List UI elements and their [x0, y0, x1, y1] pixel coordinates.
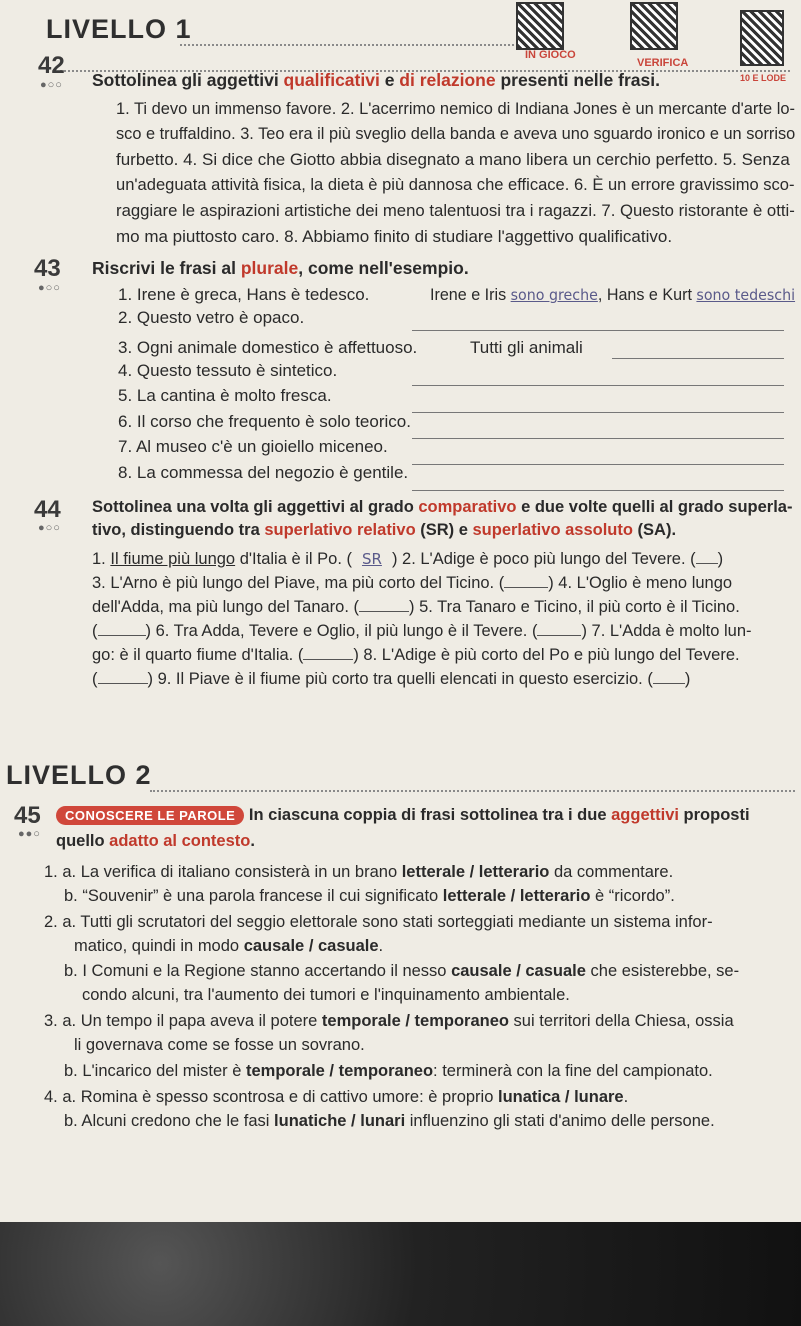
exercise-44-title-line2: tivo, distinguendo tra superlativo relativo (SR) e superlativo assoluto (SA). — [92, 521, 677, 539]
ex45-line: 1. a. La verifica di italiano consisterà in un brano letterale / letterario da commentare. — [44, 863, 674, 881]
ex45-line: b. I Comuni e la Regione stanno accertando il nesso causale / casuale che esisterebbe, se- — [64, 962, 740, 980]
level-2-heading: LIVELLO 2 — [6, 760, 152, 790]
qr-code-in-gioco[interactable] — [516, 2, 564, 50]
ex43-item: 3. Ogni animale domestico è affettuoso. — [118, 338, 418, 357]
exercise-44-title-line1: Sottolinea una volta gli aggettivi al grado comparativo e due volte quelli al grado superla- — [92, 498, 793, 516]
answer-line[interactable] — [412, 490, 784, 491]
ex44-line: 3. L'Arno è più lungo del Piave, ma più corto del Ticino. ( ) 4. L'Oglio è meno lungo — [92, 574, 733, 592]
answer-line[interactable] — [612, 358, 784, 359]
tab-verifica[interactable]: VERIFICA — [637, 57, 689, 69]
ex45-line: 3. a. Un tempo il papa aveva il potere temporale / temporaneo sui territori della Chiesa, ossia — [44, 1012, 734, 1030]
ex44-line: ( ) 6. Tra Adda, Tevere e Oglio, il più lungo è il Tevere. ( ) 7. L'Adda è molto lun- — [92, 622, 752, 640]
difficulty-dots: ●○○ — [38, 522, 61, 534]
exercise-number-43: 43 — [34, 255, 61, 282]
answer-line[interactable] — [412, 385, 784, 386]
answer-line[interactable] — [412, 438, 784, 439]
difficulty-dots: ●○○ — [38, 282, 61, 294]
ex45-line: b. L'incarico del mister è temporale / temporaneo: terminerà con la fine del campionato. — [64, 1062, 713, 1080]
ex45-line: 2. a. Tutti gli scrutatori del seggio elettorale sono stati sorteggiati mediante un sistema infor- — [44, 913, 713, 931]
ex43-item: 7. Al museo c'è un gioiello miceneo. — [118, 437, 388, 456]
ex45-line: condo alcuni, tra l'aumento dei tumori e l'inquinamento ambientale. — [82, 986, 570, 1004]
ex44-line: dell'Adda, ma più lungo del Tanaro. ( ) 5. Tra Tanaro e Ticino, il più corto è il Ticino. — [92, 598, 740, 616]
tab-in-gioco[interactable]: IN GIOCO — [525, 49, 576, 61]
exercise-number-45: 45 — [14, 802, 41, 829]
tab-10-e-lode[interactable]: 10 E LODE — [740, 73, 787, 83]
header-divider — [180, 44, 530, 46]
level-2-divider — [150, 790, 795, 792]
answer-line[interactable] — [412, 464, 784, 465]
ex42-line: mo ma piuttosto caro. 8. Abbiamo finito di studiare l'aggettivo qualificativo. — [116, 227, 673, 246]
ex44-line: go: è il quarto fiume d'Italia. ( ) 8. L'Adige è più corto del Po e più lungo del Tevere. — [92, 646, 740, 664]
ex43-item: 6. Il corso che frequento è solo teorico. — [118, 412, 411, 431]
exercise-43-title: Riscrivi le frasi al plurale, come nell'esempio. — [92, 258, 469, 278]
ex43-example: Irene e Iris sono greche, Hans e Kurt sono tedeschi — [430, 285, 796, 304]
difficulty-dots: ●○○ — [40, 79, 63, 91]
ex42-line: 1. Ti devo un immenso favore. 2. L'acerrimo nemico di Indiana Jones è un mercante d'arte lo- — [116, 99, 795, 118]
qr-code-10-e-lode[interactable] — [740, 10, 784, 66]
answer-line[interactable] — [412, 412, 784, 413]
ex45-line: b. “Souvenir” è una parola francese il cui significato letterale / letterario è “ricordo”. — [64, 887, 675, 905]
difficulty-dots: ●●○ — [18, 828, 41, 840]
ex43-item: 1. Irene è greca, Hans è tedesco. — [118, 285, 370, 304]
conoscere-le-parole-badge: CONOSCERE LE PAROLE — [56, 806, 244, 825]
ex45-line: li governava come se fosse un sovrano. — [74, 1036, 365, 1054]
ex45-line: matico, quindi in modo causale / casuale. — [74, 937, 384, 955]
exercise-45-title-line1: CONOSCERE LE PAROLE In ciascuna coppia di frasi sottolinea tra i due aggettivi proposti — [56, 806, 750, 825]
ex42-line: sco e truffaldino. 3. Teo era il più sveglio della banda e aveva uno sguardo ironico e un sorriso — [116, 124, 796, 143]
exercise-42-title: Sottolinea gli aggettivi qualificativi e di relazione presenti nelle frasi. — [92, 70, 660, 90]
ex45-line: 4. a. Romina è spesso scontrosa e di cattivo umore: è proprio lunatica / lunare. — [44, 1088, 629, 1106]
qr-code-verifica[interactable] — [630, 2, 678, 50]
ex42-line: furbetto. 4. Si dice che Giotto abbia disegnato a mano libera un cerchio perfetto. 5. Senza — [116, 150, 790, 169]
ex45-line: b. Alcuni credono che le fasi lunatiche / lunari influenzino gli stati d'animo delle persone. — [64, 1112, 715, 1130]
ex43-item: 2. Questo vetro è opaco. — [118, 308, 305, 327]
ex42-line: un'adeguata attività fisica, la dieta è più dannosa che efficace. 6. È un errore gravissimo sco- — [116, 175, 795, 194]
ex43-item-3-start: Tutti gli animali — [470, 338, 583, 357]
level-1-heading: LIVELLO 1 — [46, 14, 192, 44]
ex44-line: ( ) 9. Il Piave è il fiume più corto tra quelli elencati in questo esercizio. ( ) — [92, 670, 691, 688]
exercise-number-42: 42 — [38, 52, 65, 79]
exercise-45-title-line2: quello adatto al contesto. — [56, 832, 255, 850]
exercise-number-44: 44 — [34, 496, 61, 523]
ex43-item: 4. Questo tessuto è sintetico. — [118, 361, 338, 380]
ex43-item: 5. La cantina è molto fresca. — [118, 386, 332, 405]
answer-line[interactable] — [412, 330, 784, 331]
background-surface — [0, 1222, 801, 1326]
ex42-line: raggiare le aspirazioni artistiche dei meno talentuosi tra i ragazzi. 7. Questo ristorante è otti- — [116, 201, 795, 220]
ex44-line: 1. Il fiume più lungo d'Italia è il Po. ( SR ) 2. L'Adige è poco più lungo del Tevere. ( ) — [92, 550, 724, 568]
ex43-item: 8. La commessa del negozio è gentile. — [118, 463, 409, 482]
